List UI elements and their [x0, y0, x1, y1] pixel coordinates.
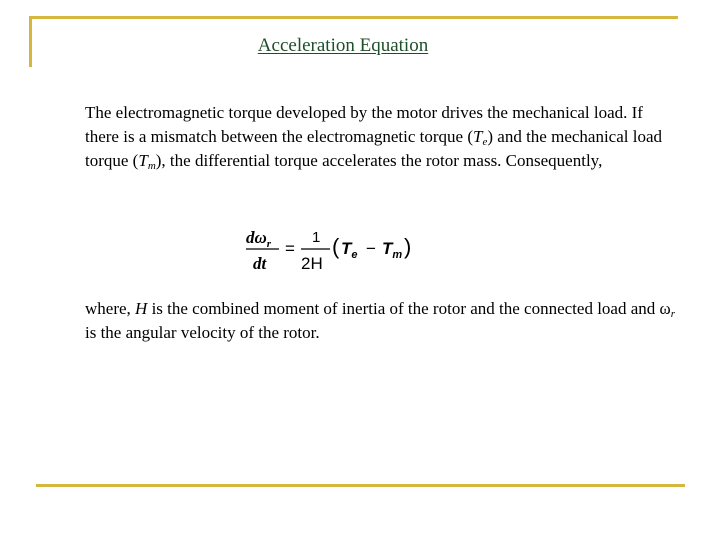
h-symbol: H [135, 299, 148, 318]
te-subscript: e [482, 136, 488, 148]
bottom-border-line [36, 484, 685, 487]
intro-text-start: The electromagnetic torque developed by the motor drives the mechanical load. If there is a mismatch between the electromagnetic torque ( [85, 103, 643, 146]
lhs-denominator: dt [253, 254, 267, 273]
intro-paragraph [85, 101, 675, 173]
close-paren: ) [404, 234, 412, 259]
open-paren: ( [332, 234, 340, 259]
lhs-numerator: $d\omega_r$ [246, 228, 272, 250]
eq-te: $T_e$ [341, 239, 358, 261]
def-text-end: is the angular velocity of the rotor. [85, 323, 320, 342]
omega-subscript: r [670, 308, 675, 320]
tm-symbol: T [138, 151, 148, 170]
minus-sign: − [366, 239, 376, 258]
def-text-middle: is the combined moment of inertia of the rotor and the connected load and [147, 299, 660, 318]
definition-paragraph [85, 297, 675, 345]
intro-text-middle: ) and the mechanical load torque ( [85, 127, 663, 170]
rhs-denominator: 2H [301, 254, 323, 273]
omega-symbol: ω [659, 299, 671, 318]
acceleration-equation [246, 226, 426, 274]
tm-subscript: m [147, 160, 156, 172]
te-symbol: T [473, 127, 483, 146]
top-border-line [29, 16, 678, 19]
intro-text-end: ), the differential torque accelerates the rotor mass. Consequently, [155, 151, 603, 170]
equation-svg [246, 226, 426, 274]
slide-title: Acceleration Equation [257, 35, 429, 56]
def-text-start: where, [85, 299, 136, 318]
eq-tm: $T_m$ [382, 239, 403, 261]
rhs-numerator: 1 [312, 229, 321, 246]
equals-sign: = [285, 239, 295, 258]
